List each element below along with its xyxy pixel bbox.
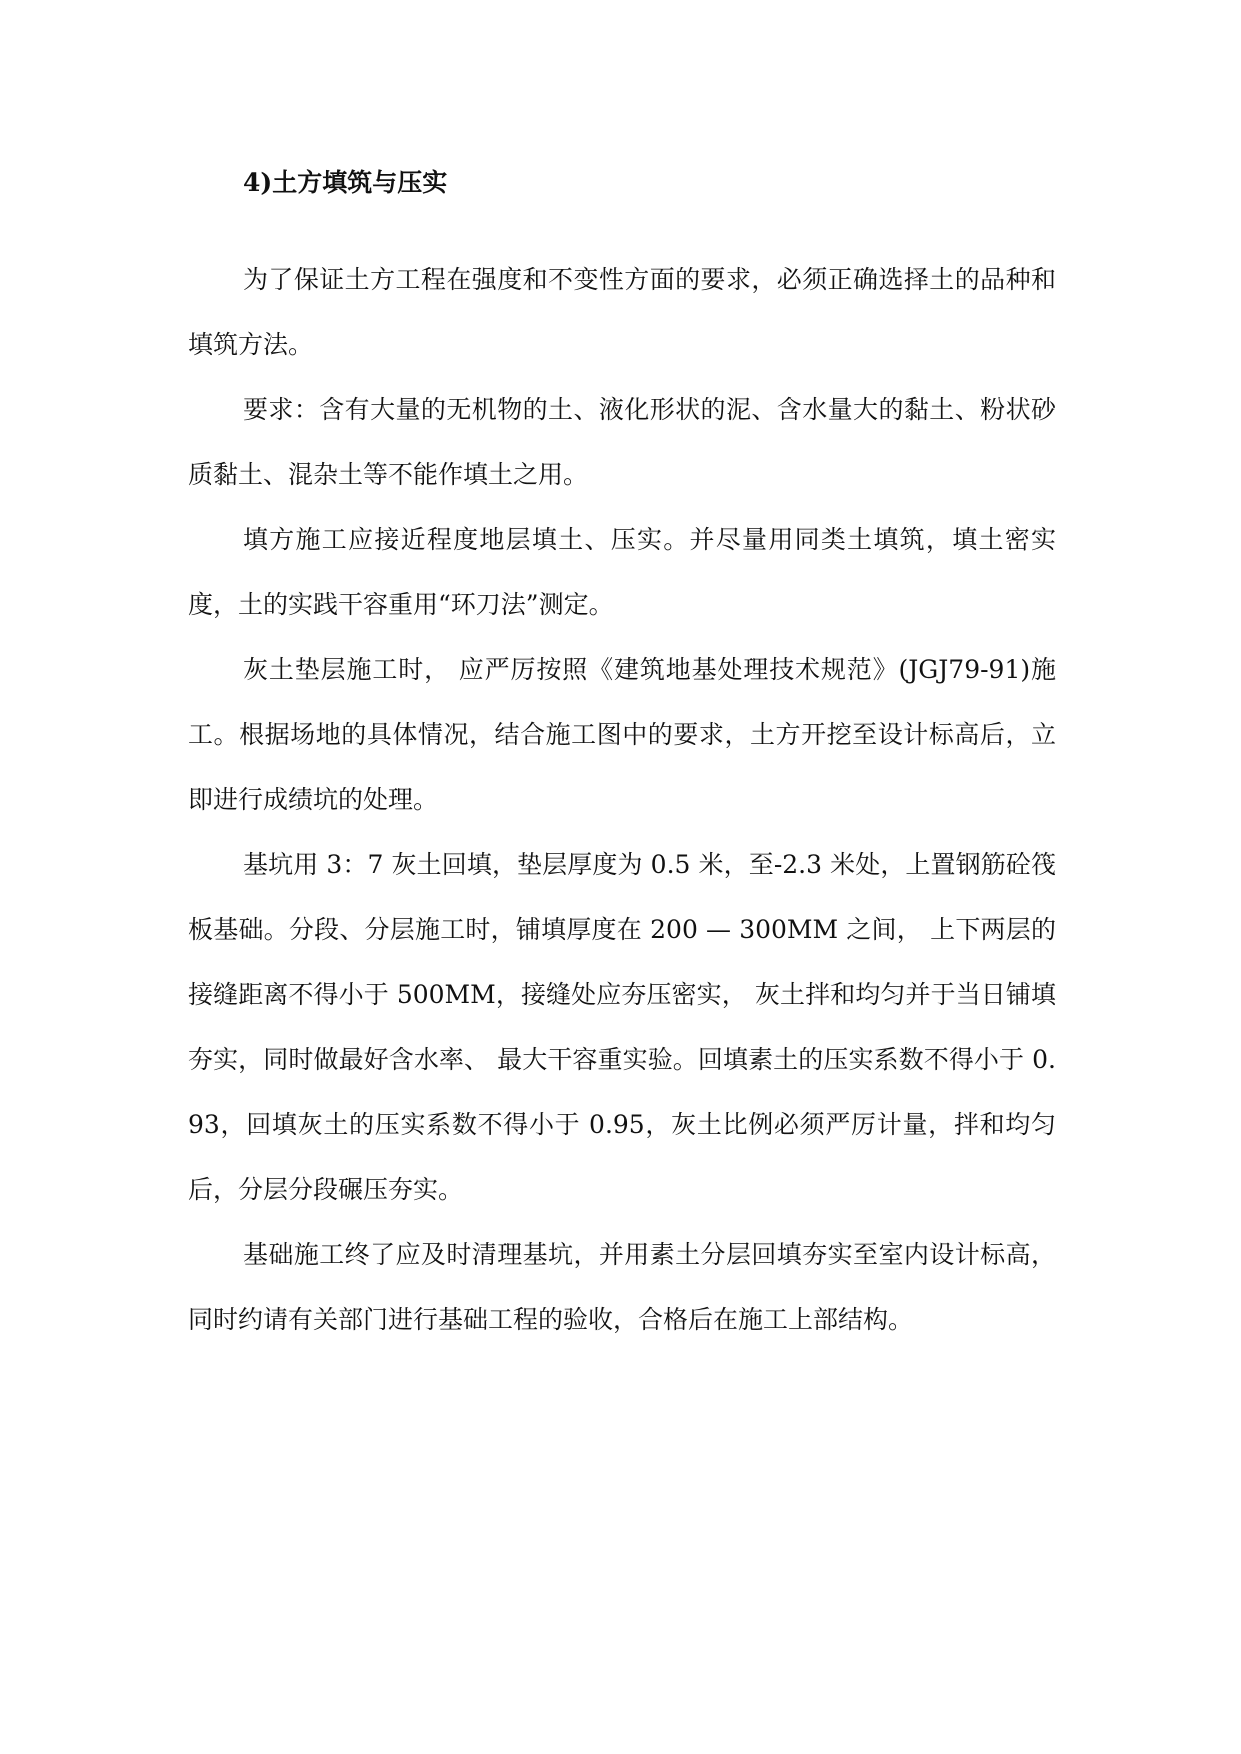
paragraph-backfill-spec: 基坑用 3：7 灰土回填，垫层厚度为 0.5 米，至-2.3 米处，上置钢筋砼筏板基础。分段、分层施工时，铺填厚度在 200 — 300MM 之间， 上下两层的接缝距离不得小于 500MM，接缝处应夯压密实， 灰土拌和均匀并于当日铺填夯实，同时做最好含水率、 最大干容重实验。回填素土的压实系数不得小于 0.93，回填灰土的压实系数不得小于 0.95，灰土比例必须严厉计量，拌和均匀后，分层分段碾压夯实。 [188, 850, 1056, 1204]
paragraph-foundation-completion: 基础施工终了应及时清理基坑，并用素土分层回填夯实至室内设计标高，同时约请有关部门进行基础工程的验收，合格后在施工上部结构。 [188, 1240, 1056, 1334]
paragraph-requirements: 要求：含有大量的无机物的土、液化形状的泥、含水量大的黏土、粉状砂质黏土、混杂土等不能作填土之用。 [188, 395, 1056, 489]
paragraph-fill-construction: 填方施工应接近程度地层填土、压实。并尽量用同类土填筑，填土密实度，土的实践干容重用“环刀法”测定。 [188, 525, 1056, 619]
section-heading: 4)土方填筑与压实 [243, 168, 448, 197]
paragraph-lime-soil-cushion: 灰土垫层施工时， 应严厉按照《建筑地基处理技术规范》(JGJ79-91)施工。根据场地的具体情况，结合施工图中的要求，土方开挖至设计标高后，立即进行成绩坑的处理。 [188, 655, 1056, 814]
paragraph-soil-selection: 为了保证土方工程在强度和不变性方面的要求，必须正确选择土的品种和填筑方法。 [188, 265, 1056, 359]
section-body [188, 247, 1056, 1352]
